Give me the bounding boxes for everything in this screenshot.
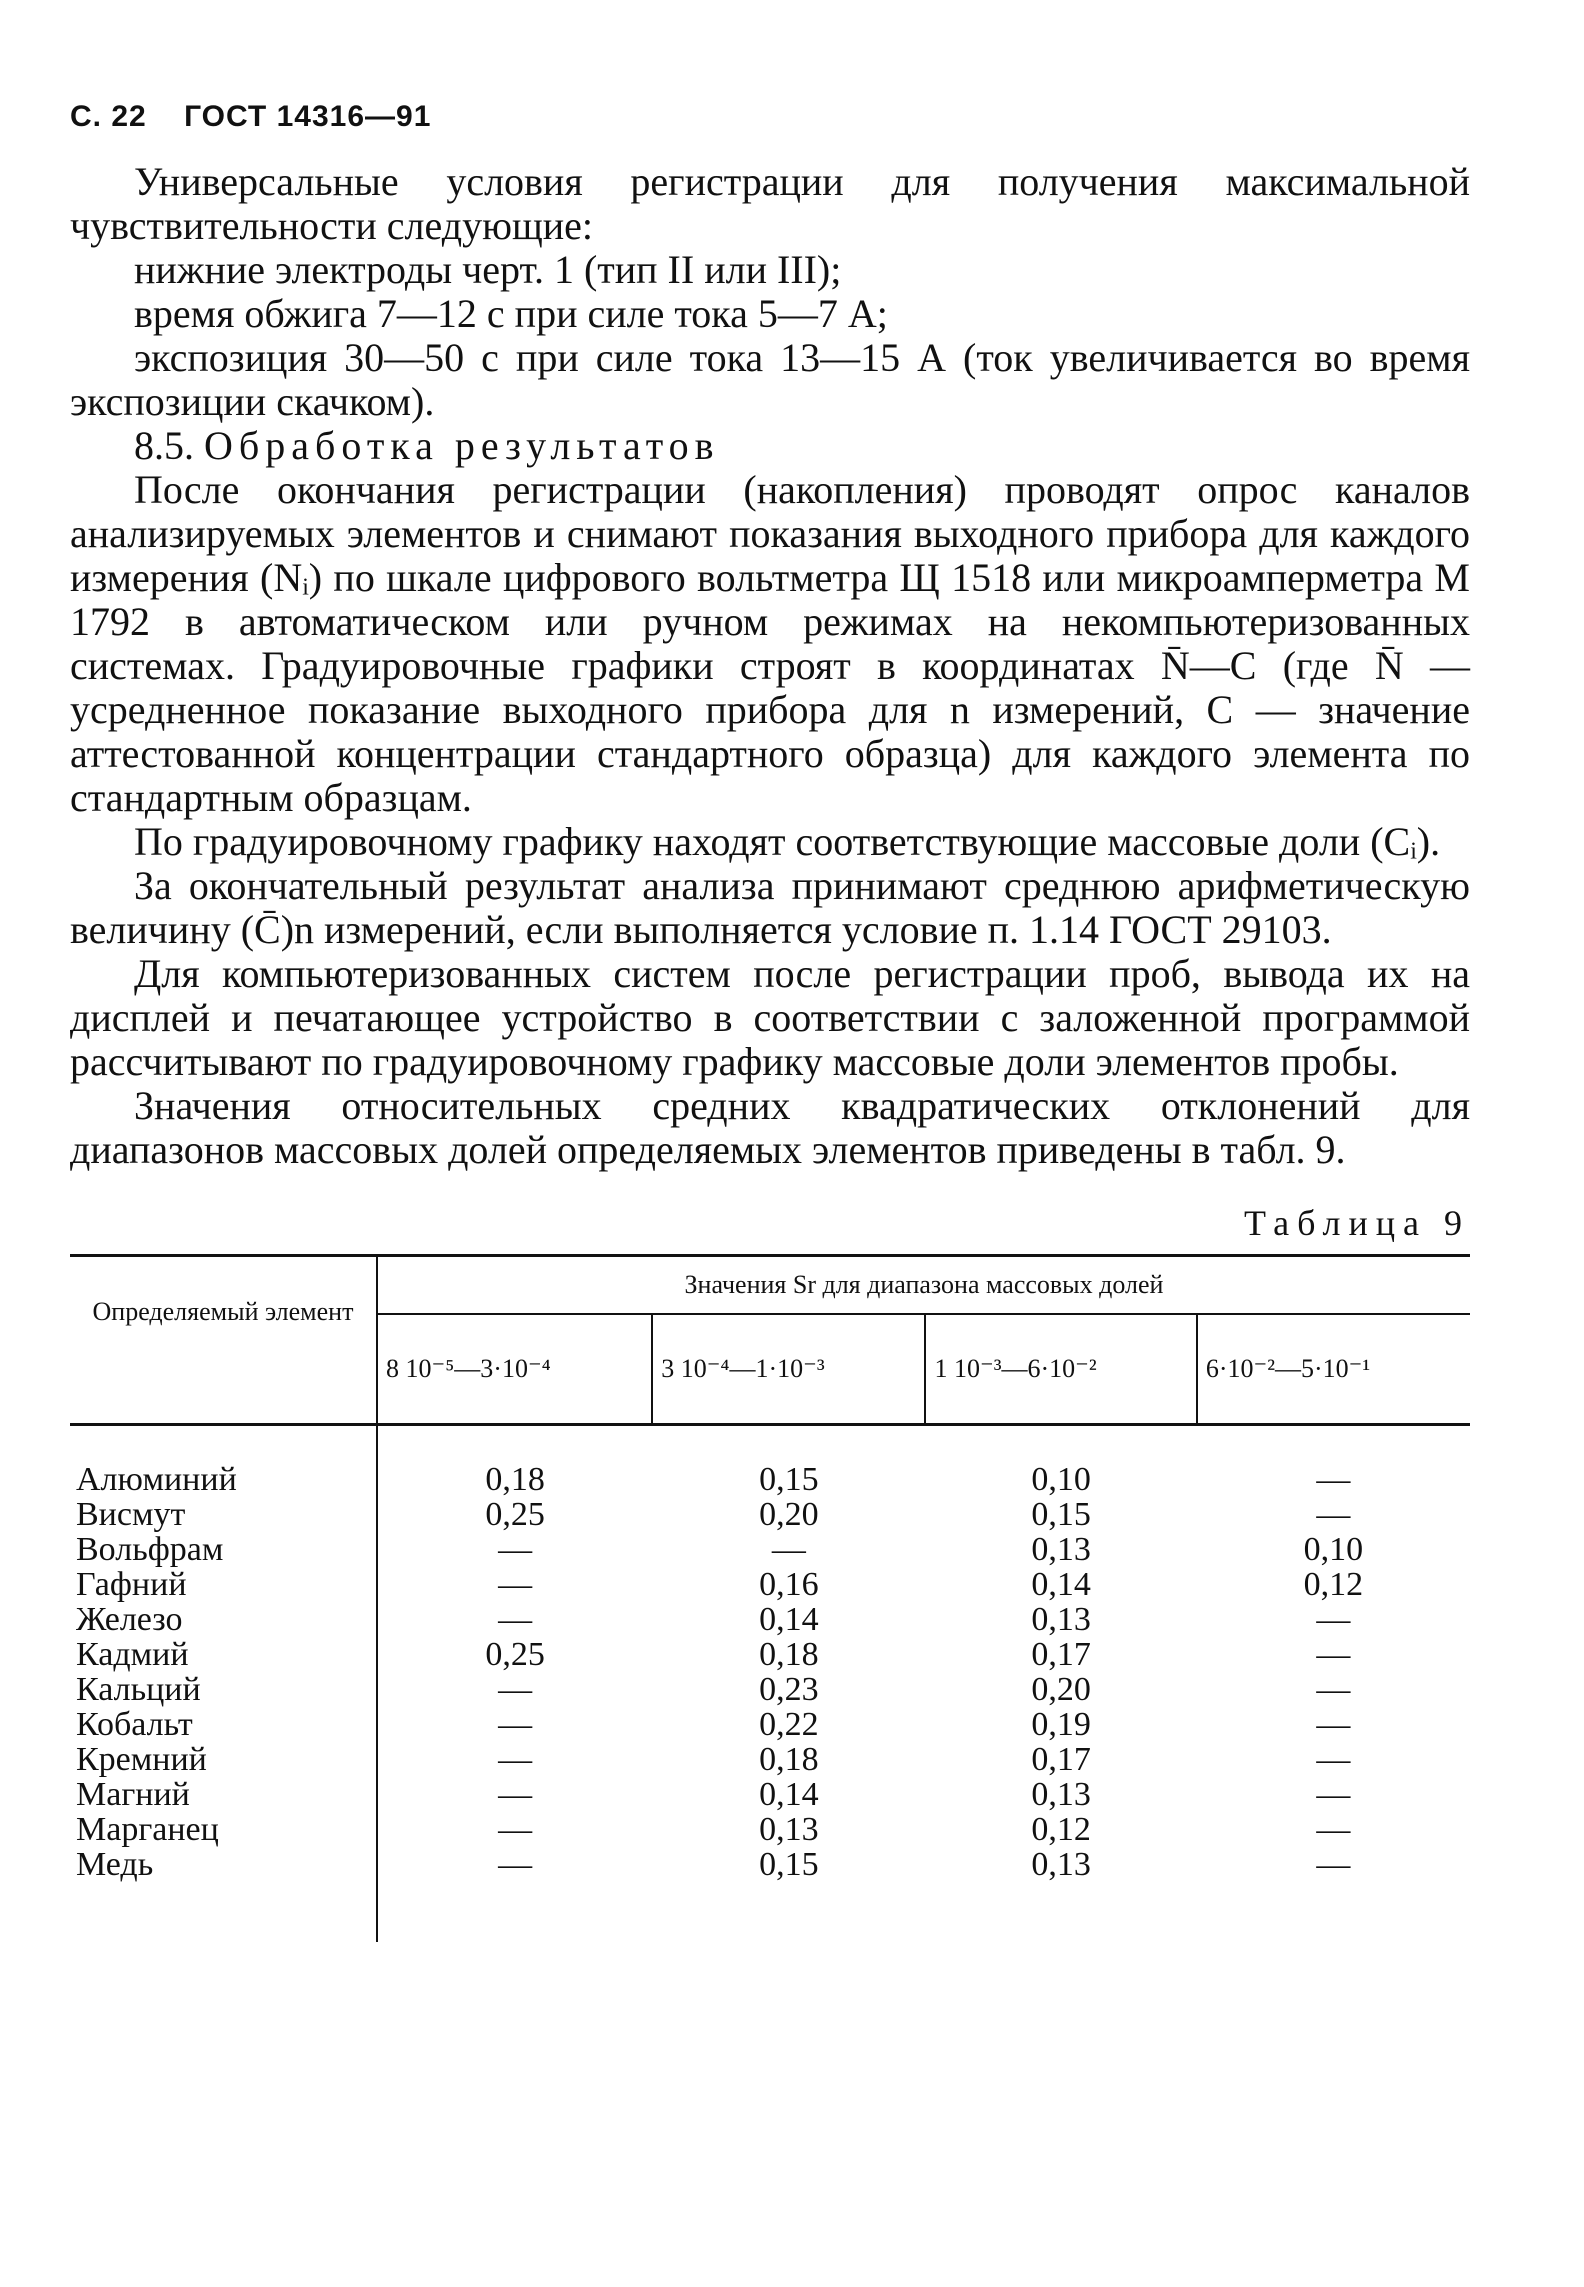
page-header xyxy=(70,100,1470,160)
table-row xyxy=(70,1777,1470,1812)
paragraph-3: За окончательный результат анализа принимают среднюю арифметическую величину (C̄)n измерений, если выполняется условие п. 1.14 ГОСТ 29103. xyxy=(70,863,1470,952)
standard-title: ГОСТ 14316—91 xyxy=(184,100,432,133)
value-cell: 0,18 xyxy=(759,1741,819,1778)
value-cell: 0,17 xyxy=(1031,1741,1091,1778)
value-cell: — xyxy=(498,1671,533,1708)
value-cell: — xyxy=(1316,1601,1351,1638)
value-cell: 0,14 xyxy=(1031,1566,1091,1603)
element-column-header: Определяемый элемент xyxy=(70,1256,377,1425)
value-cell: 0,15 xyxy=(759,1846,819,1883)
value-cell: 0,20 xyxy=(759,1496,819,1533)
element-name: Гафний xyxy=(70,1567,377,1602)
paragraph-1: После окончания регистрации (накопления) проводят опрос каналов анализируемых элементов и снимают показания выходного прибора для каждого измерения (Nᵢ) по шкале цифрового вольтметра Щ 1518 или микроамперметра М 1792 в автоматическом или ручном режимах на некомпьютеризованных системах. Градуировочные графики строят в координатах N̄—C (где N̄ — усредненное показание выходного прибора для n измерений, C — значение аттестованной концентрации стандартного образца) для каждого элемента по стандартным образцам. xyxy=(70,467,1470,820)
value-cell: — xyxy=(1316,1496,1351,1533)
value-cell: 0,10 xyxy=(1303,1531,1364,1568)
table-row xyxy=(70,1637,1470,1672)
value-cell: — xyxy=(771,1531,806,1568)
table-row xyxy=(70,1812,1470,1847)
value-cell: 0,15 xyxy=(1031,1496,1091,1533)
value-cell: 0,25 xyxy=(485,1496,545,1533)
document-page xyxy=(70,100,1470,1942)
value-cell: — xyxy=(498,1601,533,1638)
value-cell: — xyxy=(1316,1671,1351,1708)
intro-line-1: Универсальные условия регистрации для получения максимальной чувствительности следующие: xyxy=(70,159,1470,248)
value-cell: — xyxy=(498,1706,533,1743)
value-cell: 0,12 xyxy=(1303,1566,1364,1603)
value-cell: — xyxy=(498,1566,533,1603)
table-row xyxy=(70,1672,1470,1707)
value-cell: 0,14 xyxy=(759,1601,819,1638)
value-cell: 0,10 xyxy=(1031,1461,1091,1498)
table-row xyxy=(70,1847,1470,1942)
table-body xyxy=(70,1425,1470,1943)
table-row xyxy=(70,1532,1470,1567)
range-header-2: 3 10⁻⁴—1·10⁻³ xyxy=(652,1314,925,1425)
intro-line-2: нижние электроды черт. 1 (тип II или III); xyxy=(134,247,842,292)
values-table xyxy=(70,1254,1470,1942)
value-cell: 0,13 xyxy=(1031,1846,1091,1883)
paragraph-5: Значения относительных средних квадратических отклонений для диапазонов массовых долей определяемых элементов приведены в табл. 9. xyxy=(70,1083,1470,1172)
table-row xyxy=(70,1742,1470,1777)
value-cell: — xyxy=(1316,1461,1351,1498)
value-cell: 0,25 xyxy=(485,1636,545,1673)
element-name: Кобальт xyxy=(70,1707,377,1742)
value-cell: — xyxy=(1316,1636,1351,1673)
value-cell: — xyxy=(498,1846,533,1883)
section-title: Обработка результатов xyxy=(204,423,720,468)
value-cell: 0,23 xyxy=(759,1671,819,1708)
page-number: С. 22 xyxy=(70,100,147,133)
paragraph-4: Для компьютеризованных систем после регистрации проб, вывода их на дисплей и печатающее устройство в соответствии с заложенной программой рассчитывают по градуировочному графику массовые доли элементов пробы. xyxy=(70,951,1470,1084)
value-cell: — xyxy=(498,1776,533,1813)
value-cell: — xyxy=(498,1531,533,1568)
table-row xyxy=(70,1567,1470,1602)
value-cell: — xyxy=(1316,1846,1351,1883)
value-cell: — xyxy=(1316,1741,1351,1778)
value-cell: 0,18 xyxy=(759,1636,819,1673)
element-name: Алюминий xyxy=(70,1425,377,1498)
value-cell: — xyxy=(498,1811,533,1848)
value-cell: — xyxy=(498,1741,533,1778)
element-name: Кальций xyxy=(70,1672,377,1707)
element-name: Марганец xyxy=(70,1812,377,1847)
table-row xyxy=(70,1497,1470,1532)
element-name: Кадмий xyxy=(70,1637,377,1672)
value-cell: — xyxy=(1316,1811,1351,1848)
value-cell: 0,15 xyxy=(759,1461,819,1498)
intro-line-3: время обжига 7—12 с при силе тока 5—7 А; xyxy=(134,291,888,336)
section-number: 8.5. xyxy=(134,423,194,468)
value-cell: 0,22 xyxy=(759,1706,819,1743)
range-header-3: 1 10⁻³—6·10⁻² xyxy=(925,1314,1196,1425)
table-row xyxy=(70,1602,1470,1637)
table-caption: Таблица 9 xyxy=(1244,1203,1470,1243)
group-header: Значения Sr для диапазона массовых долей xyxy=(377,1256,1470,1315)
element-name: Медь xyxy=(70,1847,377,1942)
value-cell: 0,13 xyxy=(1031,1601,1091,1638)
value-cell: 0,13 xyxy=(759,1811,819,1848)
range-header-4: 6·10⁻²—5·10⁻¹ xyxy=(1197,1314,1470,1425)
value-cell: 0,19 xyxy=(1031,1706,1091,1743)
value-cell: — xyxy=(1316,1706,1351,1743)
range-header-1: 8 10⁻⁵—3·10⁻⁴ xyxy=(377,1314,652,1425)
element-name: Кремний xyxy=(70,1742,377,1777)
element-name: Железо xyxy=(70,1602,377,1637)
table-row xyxy=(70,1707,1470,1742)
element-name: Магний xyxy=(70,1777,377,1812)
value-cell: 0,14 xyxy=(759,1776,819,1813)
paragraph-2: По градуировочному графику находят соответствующие массовые доли (Cᵢ). xyxy=(134,819,1441,864)
value-cell: 0,16 xyxy=(759,1566,819,1603)
element-name: Висмут xyxy=(70,1497,377,1532)
body-text xyxy=(70,160,1470,1172)
value-cell: 0,18 xyxy=(485,1461,545,1498)
value-cell: 0,13 xyxy=(1031,1531,1091,1568)
value-cell: 0,12 xyxy=(1031,1811,1091,1848)
table-row xyxy=(70,1425,1470,1498)
value-cell: 0,20 xyxy=(1031,1671,1091,1708)
value-cell: 0,17 xyxy=(1031,1636,1091,1673)
intro-line-4: экспозиция 30—50 с при силе тока 13—15 А (ток увеличивается во время экспозиции скачком). xyxy=(70,335,1470,424)
element-name: Вольфрам xyxy=(70,1532,377,1567)
value-cell: 0,13 xyxy=(1031,1776,1091,1813)
value-cell: — xyxy=(1316,1776,1351,1813)
section-heading xyxy=(70,424,1470,468)
